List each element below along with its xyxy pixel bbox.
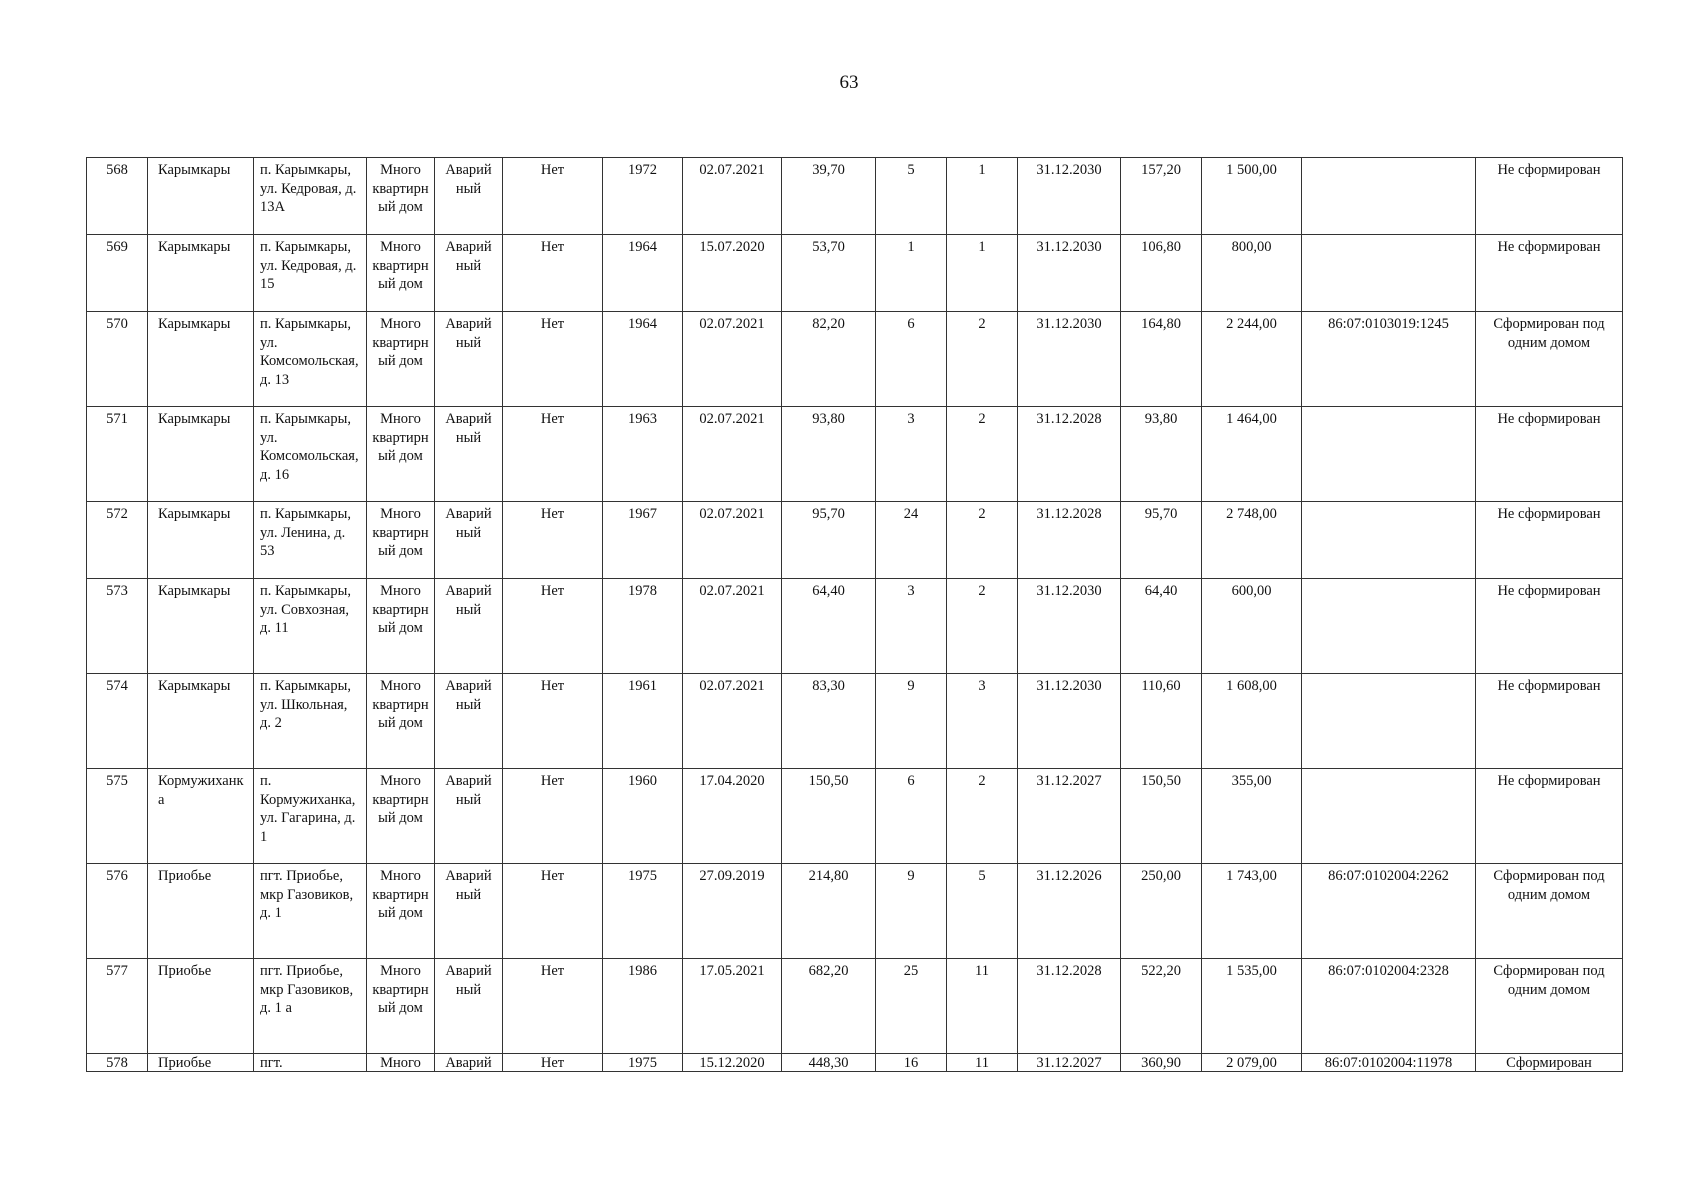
planned-area-cell: 164,80: [1121, 312, 1202, 407]
table-row: [87, 864, 1623, 959]
recognition-date-cell: 02.07.2021: [683, 407, 782, 502]
row-number: 575: [87, 769, 148, 864]
recognition-date-cell: 17.04.2020: [683, 769, 782, 864]
registry-table: [86, 157, 1623, 1072]
cost-cell: 600,00: [1202, 579, 1302, 674]
row-number: 578: [87, 1054, 148, 1072]
settlement-cell: Карымкары: [148, 579, 254, 674]
area-cell: 682,20: [782, 959, 876, 1054]
row-number: 573: [87, 579, 148, 674]
condition-cell: Аварий ный: [435, 864, 503, 959]
settlement-cell: Карымкары: [148, 502, 254, 579]
deadline-cell: 31.12.2028: [1018, 959, 1121, 1054]
cost-cell: 1 608,00: [1202, 674, 1302, 769]
building-type-cell: Много квартирный дом: [367, 674, 435, 769]
land-plot-status-cell: Не сформирован: [1476, 235, 1623, 312]
land-plot-status-cell: Не сформирован: [1476, 769, 1623, 864]
deadline-cell: 31.12.2030: [1018, 235, 1121, 312]
area-cell: 95,70: [782, 502, 876, 579]
cadastral-number-cell: [1302, 407, 1476, 502]
residents-cell: 16: [876, 1054, 947, 1072]
cost-cell: 2 244,00: [1202, 312, 1302, 407]
area-cell: 82,20: [782, 312, 876, 407]
residents-cell: 5: [876, 158, 947, 235]
construction-year-cell: 1975: [603, 864, 683, 959]
address-cell: п. Карымкары, ул. Кедровая, д. 15: [254, 235, 367, 312]
cost-cell: 2 079,00: [1202, 1054, 1302, 1072]
condition-cell: Аварий ный: [435, 312, 503, 407]
deadline-cell: 31.12.2027: [1018, 769, 1121, 864]
units-cell: 2: [947, 579, 1018, 674]
land-plot-status-cell: Сформирован под одним домом: [1476, 959, 1623, 1054]
recognition-date-cell: 17.05.2021: [683, 959, 782, 1054]
deadline-cell: 31.12.2026: [1018, 864, 1121, 959]
cost-cell: 1 464,00: [1202, 407, 1302, 502]
row-number: 570: [87, 312, 148, 407]
flag-cell: Нет: [503, 579, 603, 674]
units-cell: 2: [947, 407, 1018, 502]
planned-area-cell: 64,40: [1121, 579, 1202, 674]
cadastral-number-cell: 86:07:0102004:2328: [1302, 959, 1476, 1054]
residents-cell: 9: [876, 674, 947, 769]
row-number: 577: [87, 959, 148, 1054]
building-type-cell: Много квартирный дом: [367, 864, 435, 959]
area-cell: 53,70: [782, 235, 876, 312]
settlement-cell: Карымкары: [148, 158, 254, 235]
construction-year-cell: 1961: [603, 674, 683, 769]
condition-cell: Аварий ный: [435, 407, 503, 502]
area-cell: 83,30: [782, 674, 876, 769]
cost-cell: 2 748,00: [1202, 502, 1302, 579]
planned-area-cell: 95,70: [1121, 502, 1202, 579]
building-type-cell: Много квартирный дом: [367, 769, 435, 864]
construction-year-cell: 1960: [603, 769, 683, 864]
recognition-date-cell: 15.12.2020: [683, 1054, 782, 1072]
cost-cell: 1 743,00: [1202, 864, 1302, 959]
building-type-cell: Много квартирный дом: [367, 579, 435, 674]
deadline-cell: 31.12.2030: [1018, 579, 1121, 674]
building-type-cell: Много квартирный дом: [367, 312, 435, 407]
condition-cell: Аварий ный: [435, 959, 503, 1054]
deadline-cell: 31.12.2028: [1018, 407, 1121, 502]
deadline-cell: 31.12.2030: [1018, 674, 1121, 769]
units-cell: 3: [947, 674, 1018, 769]
residents-cell: 1: [876, 235, 947, 312]
units-cell: 1: [947, 235, 1018, 312]
construction-year-cell: 1964: [603, 312, 683, 407]
recognition-date-cell: 15.07.2020: [683, 235, 782, 312]
land-plot-status-cell: Не сформирован: [1476, 674, 1623, 769]
cadastral-number-cell: [1302, 579, 1476, 674]
building-type-cell: Много квартирный дом: [367, 158, 435, 235]
recognition-date-cell: 02.07.2021: [683, 579, 782, 674]
area-cell: 39,70: [782, 158, 876, 235]
flag-cell: Нет: [503, 235, 603, 312]
construction-year-cell: 1964: [603, 235, 683, 312]
table-row: [87, 579, 1623, 674]
cadastral-number-cell: 86:07:0103019:1245: [1302, 312, 1476, 407]
planned-area-cell: 106,80: [1121, 235, 1202, 312]
table-row: [87, 312, 1623, 407]
residents-cell: 9: [876, 864, 947, 959]
cadastral-number-cell: [1302, 674, 1476, 769]
recognition-date-cell: 02.07.2021: [683, 312, 782, 407]
address-cell: пгт. Приобье, мкр Газовиков, д. 1 а: [254, 959, 367, 1054]
cadastral-number-cell: [1302, 235, 1476, 312]
row-number: 568: [87, 158, 148, 235]
building-type-cell: Много квартирный дом: [367, 502, 435, 579]
settlement-cell: Карымкары: [148, 235, 254, 312]
cost-cell: 1 535,00: [1202, 959, 1302, 1054]
condition-cell: Аварий: [435, 1054, 503, 1072]
flag-cell: Нет: [503, 407, 603, 502]
planned-area-cell: 110,60: [1121, 674, 1202, 769]
deadline-cell: 31.12.2028: [1018, 502, 1121, 579]
construction-year-cell: 1963: [603, 407, 683, 502]
deadline-cell: 31.12.2030: [1018, 158, 1121, 235]
construction-year-cell: 1986: [603, 959, 683, 1054]
recognition-date-cell: 27.09.2019: [683, 864, 782, 959]
address-cell: пгт. Приобье, мкр Газовиков, д. 1: [254, 864, 367, 959]
units-cell: 11: [947, 1054, 1018, 1072]
planned-area-cell: 93,80: [1121, 407, 1202, 502]
table-row: [87, 674, 1623, 769]
table-row: [87, 502, 1623, 579]
settlement-cell: Карымкары: [148, 674, 254, 769]
building-type-cell: Много: [367, 1054, 435, 1072]
planned-area-cell: 522,20: [1121, 959, 1202, 1054]
condition-cell: Аварий ный: [435, 235, 503, 312]
flag-cell: Нет: [503, 1054, 603, 1072]
flag-cell: Нет: [503, 312, 603, 407]
residents-cell: 25: [876, 959, 947, 1054]
flag-cell: Нет: [503, 674, 603, 769]
address-cell: п. Карымкары, ул. Школьная, д. 2: [254, 674, 367, 769]
condition-cell: Аварий ный: [435, 674, 503, 769]
land-plot-status-cell: Сформирован: [1476, 1054, 1623, 1072]
settlement-cell: Карымкары: [148, 312, 254, 407]
settlement-cell: Приобье: [148, 959, 254, 1054]
land-plot-status-cell: Не сформирован: [1476, 502, 1623, 579]
cost-cell: 800,00: [1202, 235, 1302, 312]
residents-cell: 3: [876, 407, 947, 502]
settlement-cell: Карымкары: [148, 407, 254, 502]
cadastral-number-cell: [1302, 502, 1476, 579]
residents-cell: 6: [876, 769, 947, 864]
cadastral-number-cell: [1302, 769, 1476, 864]
recognition-date-cell: 02.07.2021: [683, 674, 782, 769]
settlement-cell: Приобье: [148, 1054, 254, 1072]
condition-cell: Аварий ный: [435, 158, 503, 235]
row-number: 571: [87, 407, 148, 502]
units-cell: 11: [947, 959, 1018, 1054]
cadastral-number-cell: 86:07:0102004:2262: [1302, 864, 1476, 959]
condition-cell: Аварий ный: [435, 769, 503, 864]
table-row: [87, 959, 1623, 1054]
recognition-date-cell: 02.07.2021: [683, 502, 782, 579]
cadastral-number-cell: [1302, 158, 1476, 235]
flag-cell: Нет: [503, 769, 603, 864]
recognition-date-cell: 02.07.2021: [683, 158, 782, 235]
table-row: [87, 407, 1623, 502]
residents-cell: 3: [876, 579, 947, 674]
flag-cell: Нет: [503, 158, 603, 235]
residents-cell: 6: [876, 312, 947, 407]
residents-cell: 24: [876, 502, 947, 579]
building-type-cell: Много квартирный дом: [367, 959, 435, 1054]
building-type-cell: Много квартирный дом: [367, 235, 435, 312]
land-plot-status-cell: Не сформирован: [1476, 158, 1623, 235]
table-row: [87, 1054, 1623, 1072]
construction-year-cell: 1967: [603, 502, 683, 579]
condition-cell: Аварий ный: [435, 502, 503, 579]
address-cell: п. Кормужиханка, ул. Гагарина, д. 1: [254, 769, 367, 864]
deadline-cell: 31.12.2027: [1018, 1054, 1121, 1072]
flag-cell: Нет: [503, 959, 603, 1054]
land-plot-status-cell: Сформирован под одним домом: [1476, 864, 1623, 959]
area-cell: 150,50: [782, 769, 876, 864]
address-cell: п. Карымкары, ул. Ленина, д. 53: [254, 502, 367, 579]
area-cell: 93,80: [782, 407, 876, 502]
row-number: 572: [87, 502, 148, 579]
units-cell: 2: [947, 312, 1018, 407]
area-cell: 64,40: [782, 579, 876, 674]
settlement-cell: Приобье: [148, 864, 254, 959]
land-plot-status-cell: Не сформирован: [1476, 579, 1623, 674]
area-cell: 214,80: [782, 864, 876, 959]
row-number: 569: [87, 235, 148, 312]
area-cell: 448,30: [782, 1054, 876, 1072]
units-cell: 1: [947, 158, 1018, 235]
row-number: 574: [87, 674, 148, 769]
construction-year-cell: 1975: [603, 1054, 683, 1072]
cost-cell: 1 500,00: [1202, 158, 1302, 235]
cadastral-number-cell: 86:07:0102004:11978: [1302, 1054, 1476, 1072]
land-plot-status-cell: Не сформирован: [1476, 407, 1623, 502]
condition-cell: Аварий ный: [435, 579, 503, 674]
units-cell: 2: [947, 502, 1018, 579]
table-row: [87, 235, 1623, 312]
settlement-cell: Кормужиханка: [148, 769, 254, 864]
planned-area-cell: 157,20: [1121, 158, 1202, 235]
address-cell: п. Карымкары, ул. Кедровая, д. 13А: [254, 158, 367, 235]
construction-year-cell: 1978: [603, 579, 683, 674]
table-row: [87, 769, 1623, 864]
flag-cell: Нет: [503, 864, 603, 959]
address-cell: п. Карымкары, ул. Комсомольская, д. 13: [254, 312, 367, 407]
page-number: 63: [839, 72, 859, 93]
cost-cell: 355,00: [1202, 769, 1302, 864]
construction-year-cell: 1972: [603, 158, 683, 235]
planned-area-cell: 150,50: [1121, 769, 1202, 864]
building-type-cell: Много квартирный дом: [367, 407, 435, 502]
planned-area-cell: 250,00: [1121, 864, 1202, 959]
address-cell: п. Карымкары, ул. Совхозная, д. 11: [254, 579, 367, 674]
address-cell: п. Карымкары, ул. Комсомольская, д. 16: [254, 407, 367, 502]
planned-area-cell: 360,90: [1121, 1054, 1202, 1072]
row-number: 576: [87, 864, 148, 959]
units-cell: 5: [947, 864, 1018, 959]
address-cell: пгт.: [254, 1054, 367, 1072]
deadline-cell: 31.12.2030: [1018, 312, 1121, 407]
units-cell: 2: [947, 769, 1018, 864]
flag-cell: Нет: [503, 502, 603, 579]
table-row: [87, 158, 1623, 235]
land-plot-status-cell: Сформирован под одним домом: [1476, 312, 1623, 407]
